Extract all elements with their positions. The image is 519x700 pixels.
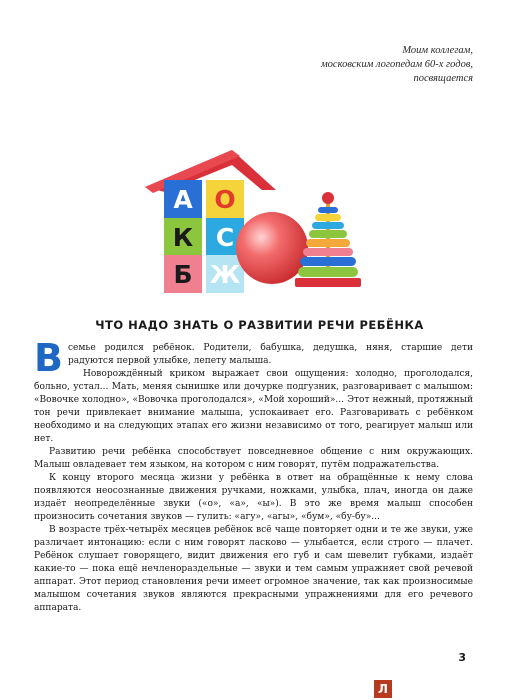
block-letter: Б — [173, 260, 193, 289]
block-letter: О — [214, 185, 236, 214]
block-letter: С — [215, 223, 235, 252]
alphabet-block — [164, 255, 202, 293]
section-title: ЧТО НАДО ЗНАТЬ О РАЗВИТИИ РЕЧИ РЕБЁНКА — [95, 318, 424, 332]
alphabet-block — [164, 180, 202, 218]
paragraph-2: Новорождённый криком выражает свои ощущения: холодно, проголодался, больно, устал... Мать, меняя сынишке или дочурке подгузник, разговаривает с малышом: «Вовочке холодно», «Вовочка проголодался», «Мой хороший»... Этот нежный, протяжный тон речи привлекает внимание малыша, успокаивает его. Разговаривать с ребёнком необходимо и на следующих этапах его жизни независимо от того, реагирует малыш или нет. — [34, 369, 473, 444]
alphabet-block — [206, 180, 244, 218]
paragraph-3: Развитию речи ребёнка способствует повседневное общение с ним окружающих. Малыш овладевает тем языком, на котором с ним говорят, путём подражательства. — [34, 447, 473, 470]
paragraph-5: В возрасте трёх-четырёх месяцев ребёнок всё чаще повторяет одни и те же звуки, уже различает интонацию: если с ним говорят ласково — улыбается, если строго — плачет. Ребёнок слушает говорящего, видит движения его губ и сам шевелит губками, издаёт какие-то — пока ещё нечленораздельные — звуки и тем самым упражняет свой речевой аппарат. Этот период становления речи имеет огромное значение, так как произносимые малышом сочетания звуков являются прекрасными упражнениями для его речевого аппарата. — [34, 525, 473, 613]
article-body — [34, 336, 473, 615]
alphabet-block — [164, 218, 202, 256]
alphabet-blocks — [164, 180, 244, 293]
drop-cap: В — [34, 336, 63, 380]
dedication-line-3: посвящается — [413, 73, 473, 84]
paragraph-1 — [34, 336, 473, 380]
alphabet-block — [206, 255, 244, 293]
ball — [236, 212, 308, 284]
block-letter: А — [173, 185, 193, 214]
paragraph-4: К концу второго месяца жизни у ребёнка в ответ на обращённые к нему слова появляются неосознанные движения ручками, ножками, улыбка, плач, иногда он даже издаёт неопределённые звуки («о», «а», «ы»). В это же время малыш способен произносить сочетания звуков — гулить: «агу», «агы», «бум», «бу-бу»... — [34, 473, 473, 522]
block-letter: К — [172, 223, 194, 252]
block-letter: Ж — [209, 260, 241, 289]
toys-illustration — [0, 0, 519, 310]
page-number: 3 — [458, 651, 466, 664]
dedication-line-1: Моим коллегам, — [402, 45, 473, 56]
dedication-line-2: московским логопедам 60-х годов, — [320, 59, 473, 70]
paragraph-1-text: семье родился ребёнок. Родители, бабушка, дедушка, няня, старшие дети радуются первой улыбке, лепету малыша. — [67, 343, 473, 366]
publisher-logo: Л — [374, 680, 392, 698]
